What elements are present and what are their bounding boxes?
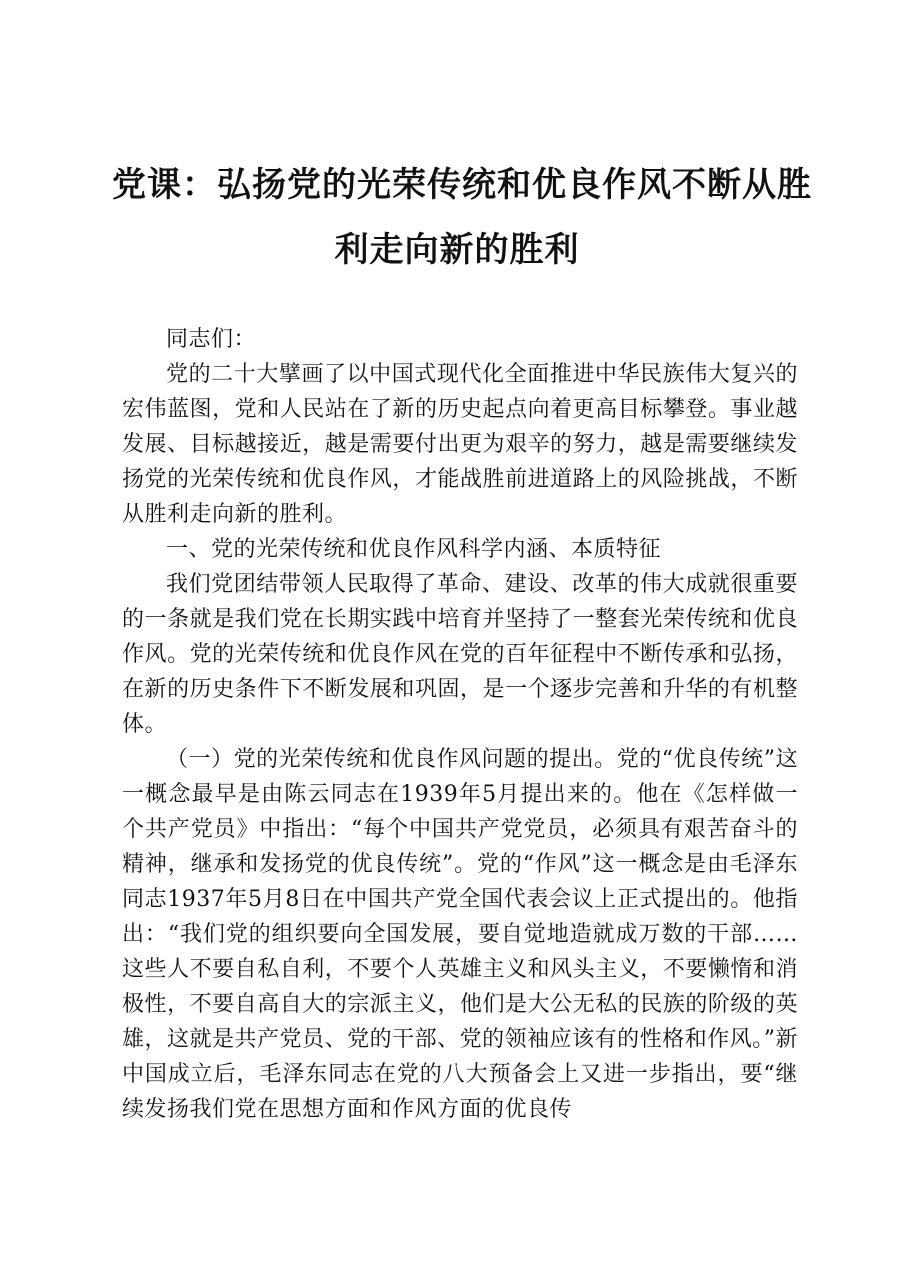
body-paragraph: （一）党的光荣传统和优良作风问题的提出。党的“优良传统”这一概念最早是由陈云同志在1939年5月提出来的。他在《怎样做一个共产党员》中指出：“每个中国共产党党员，必须具有艰苦奋斗的精神，继承和发扬党的优良传统”。党的“作风”这一概念是由毛泽东同志1937年5月8日在中国共产党全国代表会议上正式提出的。他指出：“我们党的组织要向全国发展，要自觉地造就成万数的干部……这些人不要自私自利，不要个人英雄主义和风头主义，不要懒惰和消极性，不要自高自大的宗派主义，他们是大公无私的民族的阶级的英雄，这就是共产党员、党的干部、党的领袖应该有的性格和作风。”新中国成立后，毛泽东同志在党的八大预备会上又进一步指出，要“继续发扬我们党在思想方面和作风方面的优良传 (122, 747, 798, 1122)
document-title-line-2: 利走向新的胜利 (334, 230, 580, 270)
salutation: 同志们： (166, 327, 257, 352)
body-paragraph: 党的二十大擘画了以中国式现代化全面推进中华民族伟大复兴的宏伟蓝图，党和人民站在了新的历史起点向着更高目标攀登。事业越发展、目标越接近，越是需要付出更为艰辛的努力，越是需要继续发扬党的光荣传统和优良作风，才能战胜前进道路上的风险挑战，不断从胜利走向新的胜利。 (122, 362, 798, 527)
document-title-line-1: 党课：弘扬党的光荣传统和优良作风不断从胜 (112, 165, 812, 205)
section-heading: 一、党的光荣传统和优良作风科学内涵、本质特征 (166, 537, 662, 562)
body-paragraph: 我们党团结带领人民取得了革命、建设、改革的伟大成就很重要的一条就是我们党在长期实践中培育并坚持了一整套光荣传统和优良作风。党的光荣传统和优良作风在党的百年征程中不断传承和弘扬，在新的历史条件下不断发展和巩固，是一个逐步完善和升华的有机整体。 (122, 572, 798, 737)
document-body (122, 322, 798, 1127)
